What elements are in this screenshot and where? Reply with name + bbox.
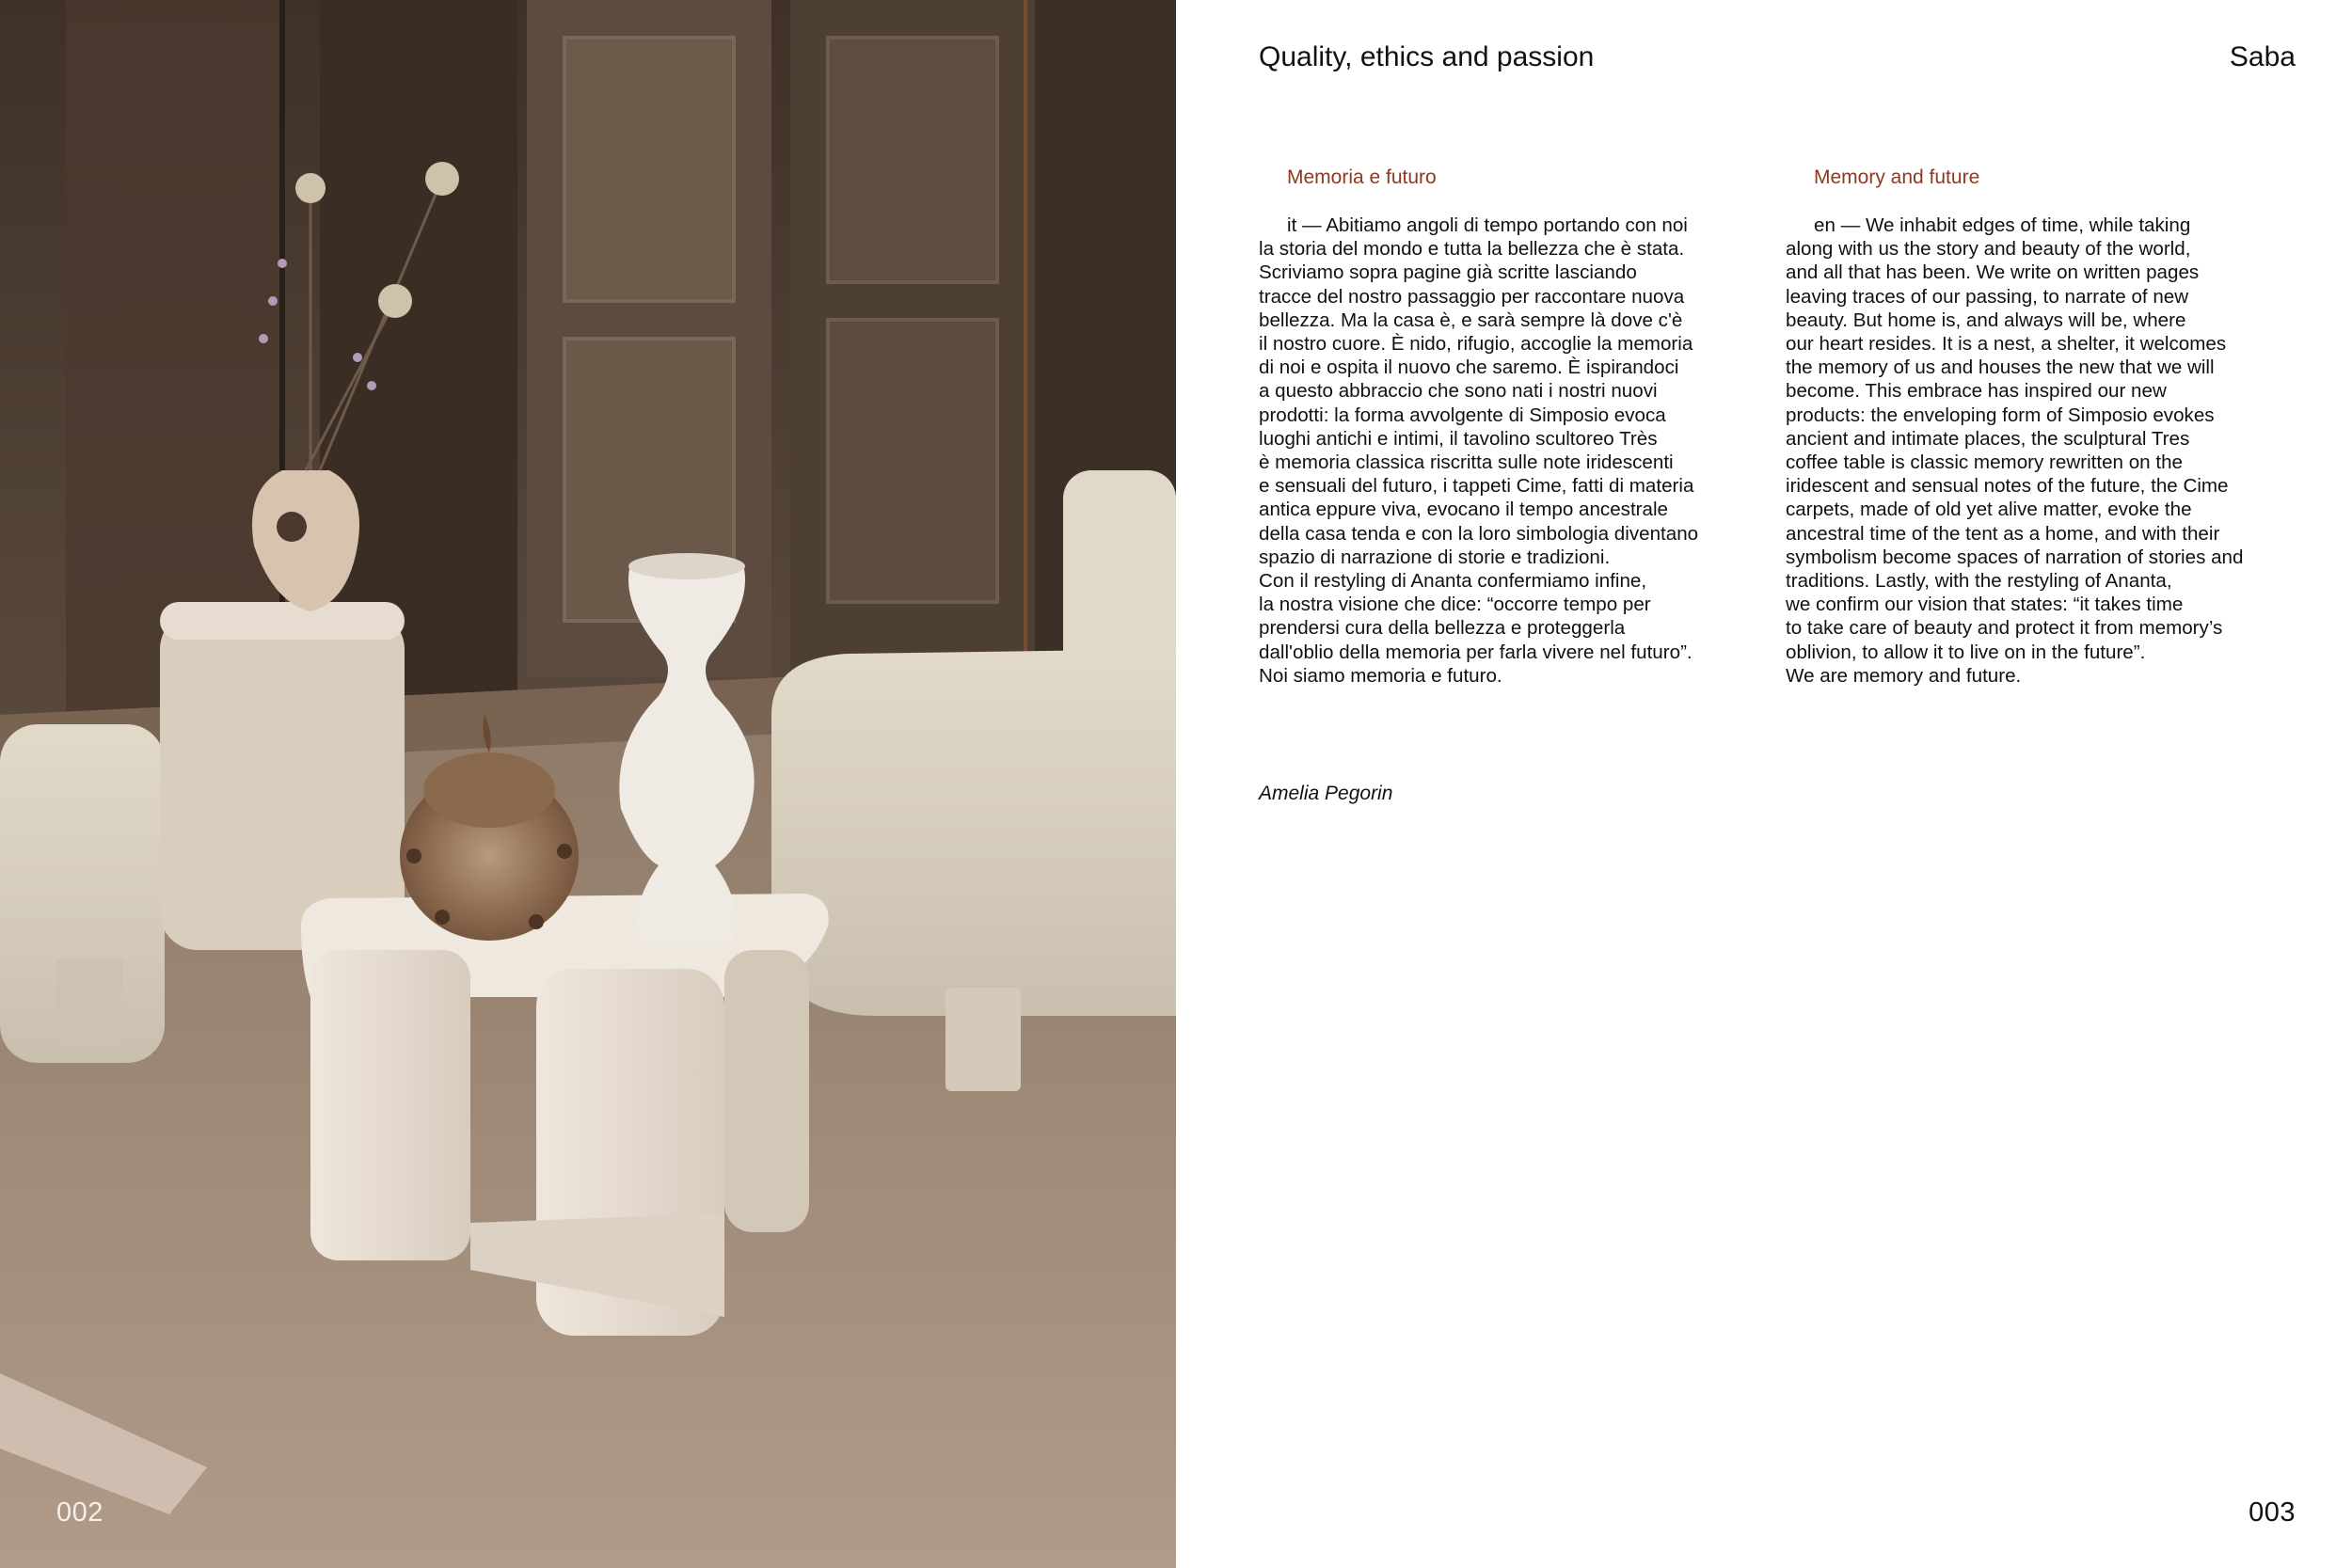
brand-name: Saba [2229, 41, 2296, 72]
english-heading: Memory and future [1814, 166, 1980, 188]
author-signature: Amelia Pegorin [1259, 783, 1393, 804]
english-body-text: en — We inhabit edges of time, while taking along with us the story and beauty of the world, and all that has been. We write on written pages leaving traces of our passing, to narrate of new beauty. But home is, and always will be, where our heart resides. It is a nest, a shelter, it welcomes the memory of us and houses the new that we will become. This embrace has inspired our new products: the enveloping form of Simposio evokes ancient and intimate places, the sculptural Tres coffee table is classic memory rewritten on the iridescent and sensual notes of the future, the Cime carpets, made of old yet alive matter, evoke the ancestral time of the tent as a home, and with their symbolism become spaces of narration of stories and traditions. Lastly, with the restyling of Ananta, we confirm our vision that states: “it takes time to take care of beauty and protect it from memory’s oblivion, to allow it to live on in the future”. We are memory and future. [1786, 214, 2244, 687]
page-title: Quality, ethics and passion [1259, 41, 1595, 72]
english-column [1786, 166, 2275, 688]
italian-heading: Memoria e futuro [1287, 166, 1437, 188]
italian-column [1259, 166, 1748, 688]
right-page-number: 003 [2249, 1497, 2296, 1528]
italian-body-text: it — Abitiamo angoli di tempo portando con noi la storia del mondo e tutta la bellezza che è stata. Scriviamo sopra pagine già scritte lasciando tracce del nostro passaggio per raccontare nuova bellezza. Ma la casa è, e sarà sempre là dove c'è il nostro cuore. È nido, rifugio, accoglie la memoria di noi e ospita il nuovo che saremo. È ispirandoci a questo abbraccio che sono nati i nostri nuovi prodotti: la forma avvolgente di Simposio evoca luoghi antichi e intimi, il tavolino scultoreo Très è memoria classica riscritta sulle note iridescenti e sensuali del futuro, i tappeti Cime, fatti di materia antica eppure viva, evocano il tempo ancestrale della casa tenda e con la loro simbologia diventano spazio di narrazione di storie e tradizioni. Con il restyling di Ananta confermiamo infine, la nostra visione che dice: “occorre tempo per prendersi cura della bellezza e proteggerla dall'oblio della memoria per farla vivere nel futuro”. Noi siamo memoria e futuro. [1259, 214, 1699, 687]
text-page [1176, 0, 2352, 1568]
left-page-number: 002 [56, 1497, 103, 1528]
